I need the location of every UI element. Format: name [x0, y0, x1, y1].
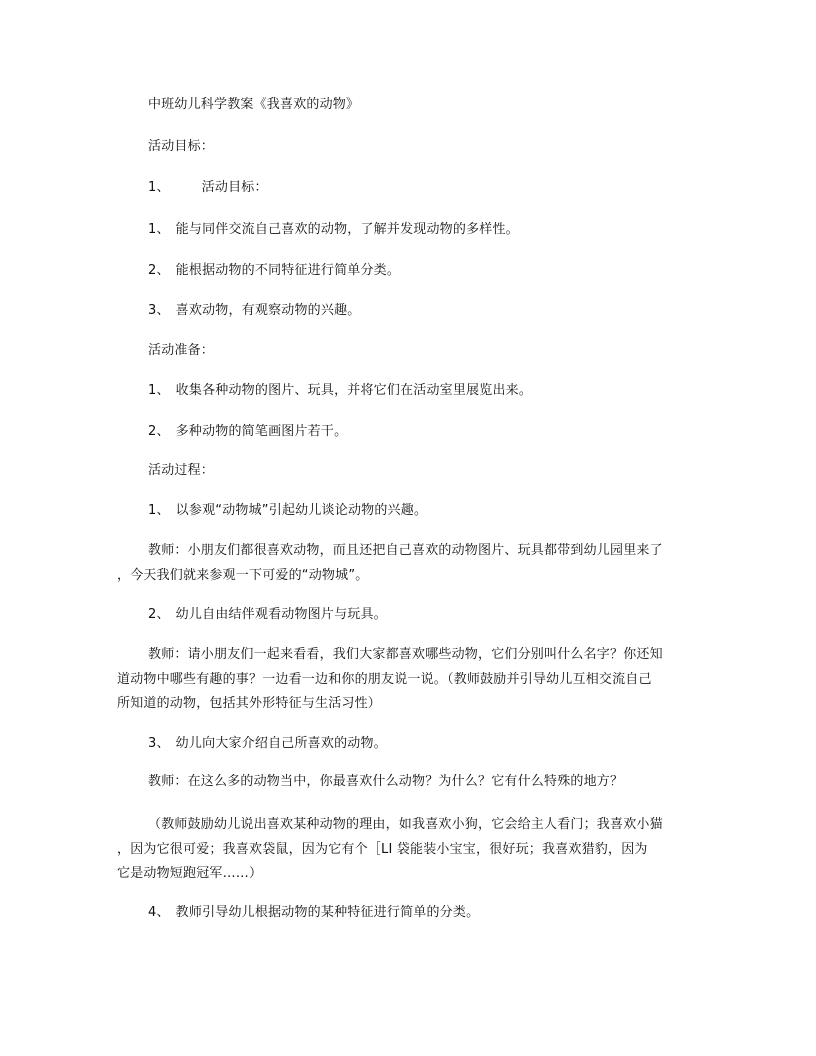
list-number: 1、 — [148, 383, 170, 398]
process-step — [148, 903, 479, 923]
list-text: 能与同伴交流自己喜欢的动物，了解并发现动物的多样性。 — [175, 222, 519, 237]
process-heading: 活动过程： — [148, 463, 215, 478]
list-number: 3、 — [148, 303, 170, 318]
list-text: 多种动物的简笔画图片若干。 — [175, 424, 348, 439]
goal-item — [148, 220, 519, 240]
process-step — [148, 605, 387, 625]
list-text: 喜欢动物，有观察动物的兴趣。 — [175, 303, 361, 318]
note-line: ，因为它很可爱；我喜欢袋鼠，因为它有个［LI 袋能装小宝宝，很好玩；我喜欢猎豹，因为 — [117, 842, 648, 857]
goals-subheading — [148, 178, 268, 198]
process-step — [148, 501, 427, 521]
document-title: 中班幼儿科学教案《我喜欢的动物》 — [148, 97, 360, 112]
teacher-line: 教师：小朋友们都很喜欢动物，而且还把自己喜欢的动物图片、玩具都带到幼儿园里来了 — [148, 543, 663, 558]
note-line: 它是动物短跑冠军……） — [117, 866, 263, 881]
process-step — [148, 734, 387, 754]
list-number: 1、 — [148, 503, 170, 518]
prep-heading: 活动准备： — [148, 343, 215, 358]
list-text: 幼儿向大家介绍自己所喜欢的动物。 — [175, 736, 387, 751]
teacher-line: ，今天我们就来参观一下可爱的“动物城”。 — [117, 568, 369, 583]
list-number: 2、 — [148, 607, 170, 622]
list-text: 幼儿自由结伴观看动物图片与玩具。 — [175, 607, 387, 622]
list-number: 1、 — [148, 180, 170, 195]
list-number: 3、 — [148, 736, 170, 751]
goals-heading: 活动目标： — [148, 139, 215, 154]
list-text: 教师引导幼儿根据动物的某种特征进行简单的分类。 — [175, 905, 480, 920]
goal-item — [148, 301, 360, 321]
teacher-line: 所知道的动物，包括其外形特征与生活习性） — [117, 696, 382, 711]
teacher-line: 教师：请小朋友们一起来看看，我们大家都喜欢哪些动物，它们分别叫什么名字？你还知 — [148, 647, 663, 662]
note-line: （教师鼓励幼儿说出喜欢某种动物的理由，如我喜欢小狗，它会给主人看门；我喜欢小猫 — [148, 817, 663, 832]
teacher-line: 教师：在这么多的动物当中，你最喜欢什么动物？为什么？它有什么特殊的地方？ — [148, 774, 624, 789]
list-number: 2、 — [148, 424, 170, 439]
list-number: 4、 — [148, 905, 170, 920]
list-text: 收集各种动物的图片、玩具，并将它们在活动室里展览出来。 — [175, 383, 533, 398]
goal-item — [148, 261, 400, 281]
list-text: 能根据动物的不同特征进行简单分类。 — [175, 263, 401, 278]
list-text: 活动目标： — [201, 180, 268, 195]
prep-item — [148, 381, 532, 401]
teacher-line: 道动物中哪些有趣的事？一边看一边和你的朋友说一说。（教师鼓励并引导幼儿互相交流自己 — [117, 672, 652, 687]
list-number: 2、 — [148, 263, 170, 278]
list-text: 以参观“动物城”引起幼儿谈论动物的兴趣。 — [175, 503, 428, 518]
list-number: 1、 — [148, 222, 170, 237]
prep-item — [148, 422, 347, 442]
